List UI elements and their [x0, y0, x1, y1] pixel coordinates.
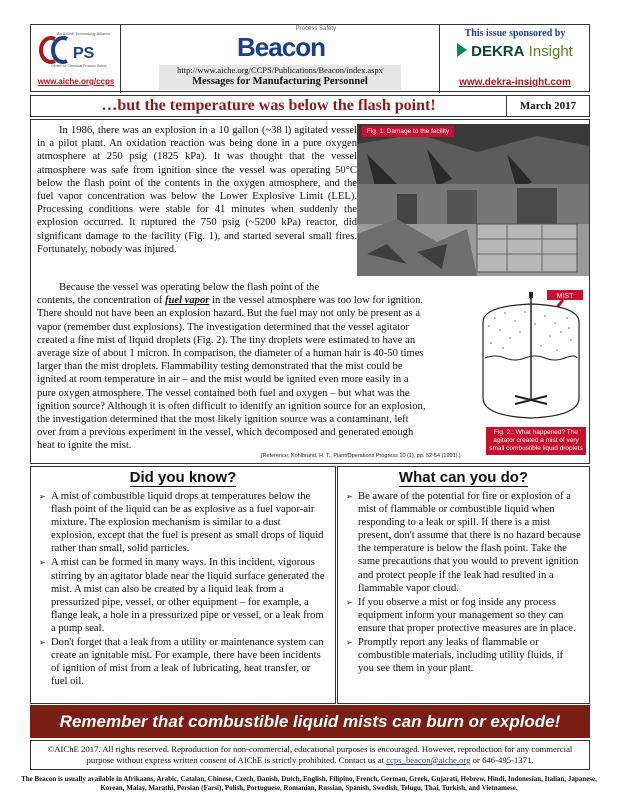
reference: [Reference: Kohlbrand, H. T., Plant/Operations Progress 10 (1), pp. 52-54 (1991).] [261, 453, 461, 459]
p2-line: created a fine mist of liquid droplets (Fig. 2). The tiny droplets were estimated to have an [37, 334, 416, 346]
p2-line: heat to ignite the mist. [37, 440, 132, 452]
p2-line: larger than the mist droplets. Flammability testing demonstrated that the mist could be [37, 361, 403, 373]
ccps-block [31, 25, 121, 93]
p2-line: There should not have been an explosion hazard. But the fuel may not only be present as a [37, 308, 421, 320]
fuel-vapor-emphasis: fuel vapor [164, 295, 210, 307]
languages-note: The Beacon is usually available in Afrikaans, Arabic, Catalan, Chinese, Czech, Danish, Dutch, English, Filipino, French, German, Greek, Gujarati, Hebrew, Hindi, Indonesian, Italian, Japanese, Korean, Malay, Marathi, Persian (Farsi), Polish, Portuguese, Romanian, Russian, Spanish, Swedish, Telugu, Thai, Turkish, and Vietnamese. [21, 775, 597, 792]
story-paragraph-1: In 1986, there was an explosion in a 10 gallon (~38 l) agitated vessel in a pilot plant. An oxidation reaction was being done in a pure oxygen atmosphere at 250 psig (1825 kPa). It was thought that the vessel atmosphere was safe from ignition since the vessel was operating 50°C below the flash point of the contents in the oxygen atmosphere, and the fuel vapor concentration was below the Lower Explosive Limit (LEL). Processing conditions were stable for 41 minutes when suddenly the explosion occurred. It ruptured the 750 psig (~5200 kPa) reactor, did significant damage to the facility (Fig. 1), and started several small fires. Fortunately, nobody was injured. [37, 125, 357, 255]
p2-line: vapor (remember dust explosions). The investigation determined that the vessel agitator [37, 321, 409, 333]
mist-label: MIST [556, 293, 574, 300]
ccps-logo-icon [37, 29, 115, 69]
list-item: ➢ A mist can be formed in many ways. In this incident, vigorous stirring by an agitator blade near the liquid surface generated the mist. A mist can also be created by a liquid leak from a pressurized pipe, vessel, or other equipment – for example, a flange leak, a hole in a pressurized pipe or vessel, or a leak from a pump seal. [39, 557, 325, 634]
copyright-notice: ©AIChE 2017. All rights reserved. Reproduction for non-commercial, educational purposes is encouraged. However, reproduction for any commercial purpose without express written consent of AIChE is strictly prohibited. Contact us at ccps_beacon@aiche.org or 646-495-1371. [30, 740, 590, 770]
header [30, 24, 590, 92]
damage-photo [357, 124, 589, 276]
beacon-url-link[interactable]: http://www.aiche.org/CCPS/Publications/Beacon/index.aspx [159, 65, 401, 76]
ccps-tagline: An AIChE Technology Alliance [57, 31, 111, 36]
list-item: ➢ Don't forget that a leak from a utility or maintenance system can create an ignitable mist. For example, there have been incidents of ignition of mist from a leak of lubricating, heat transfer, or fuel oil. [39, 637, 324, 688]
what-can-you-do-title: What can you do? [398, 469, 529, 486]
arrow-bullet-icon: ➢ [39, 492, 46, 501]
fig2-caption: Fig. 2.: What happened? The agitator created a mist of very small combustible liquid droplets [486, 427, 586, 455]
list-item: ➢ Be aware of the potential for fire or explosion of a mist of flammable or combustible liquid when responding to a leak or spill. If there is a mist present, don't assume that there is no hazard because the temperature is below the flash point. Take the same precautions that you would to prevent ignition and protect people if the leak had resulted in a flammable vapor cloud. [346, 491, 581, 594]
main-story [30, 119, 590, 464]
did-you-know-title: Did you know? [129, 469, 237, 486]
dekra-arrow-icon [457, 43, 467, 57]
ccps-subtitle: Center for Chemical Process Safety [51, 64, 107, 68]
arrow-bullet-icon: ➢ [346, 597, 353, 607]
p2-line: Because the vessel was operating below the flash point of the [59, 282, 320, 293]
beacon-wordmark: Beacon [237, 32, 325, 62]
beacon-logo [226, 26, 336, 62]
p2-line-start: contents, the concentration of [37, 295, 165, 307]
beacon-block [121, 25, 439, 93]
p2-line: pure oxygen atmosphere. The vessel contained both fuel and oxygen – but what was the [37, 387, 410, 399]
issue-date: March 2017 [519, 100, 577, 112]
vessel-mist-diagram [475, 288, 587, 428]
title-bar [30, 95, 590, 117]
sponsor-block [439, 25, 589, 93]
svg-text:PS: PS [73, 45, 95, 62]
beacon-message: Messages for Manufacturing Personnel [159, 76, 401, 90]
arrow-bullet-icon: ➢ [39, 558, 46, 568]
list-item: ➢ If you observe a mist or fog inside any process equipment inform your management so they can ensure that proper protective measures are in place. [346, 596, 576, 634]
list-item: ➢ Promptly report any leaks of flammable or combustible materials, including utility fluids, if you see them in your plant. [346, 637, 564, 675]
p2-line-end: in the vessel atmosphere was too low for ignition. [209, 295, 424, 307]
did-you-know-box [30, 466, 336, 704]
list-item: ➢ A mist of combustible liquid drops at temperatures below the flash point of the liquid can be as explosive as a fuel vapor-air mixture. The explosion mechanism is similar to a dust explosion, except that the fuel is present as small drops of liquid rather than small, solid particles. [39, 491, 324, 555]
sponsor-link[interactable]: www.dekra-insight.com [459, 77, 571, 88]
p2-line: ignited at room temperature in air – and the mist would be ignited even more easily in a [37, 374, 409, 386]
p2-line: ignition source? Although it is often difficult to identify an ignition source for an explosion, [37, 400, 426, 412]
aiche-link[interactable]: www.aiche.org/ccps [37, 77, 115, 86]
contact-email-link[interactable]: ccps_beacon@aiche.org [386, 755, 471, 765]
dekra-insight: Insight [524, 43, 573, 60]
key-message-banner: Remember that combustible liquid mists can burn or explode! [30, 705, 590, 738]
dekra-name: DEKRA [471, 43, 525, 60]
arrow-bullet-icon: ➢ [346, 638, 353, 648]
p2-line: over from a previous experiment in the vessel, which decomposed and generated enough [37, 427, 414, 439]
sponsor-label: This issue sponsored by [464, 28, 566, 39]
fig1-caption: Fig. 1: Damage to the facility [362, 126, 454, 137]
p2-line: average size of about 1 micron. In comparison, the diameter of a human hair is 40-50 times [37, 347, 424, 359]
beacon-super: Process Safety [295, 26, 336, 32]
arrow-bullet-icon: ➢ [39, 638, 46, 648]
dekra-logo [440, 43, 590, 60]
p2-line: the investigation determined that the most likely ignition source was a contaminant, left [37, 413, 409, 425]
what-can-you-do-box [337, 466, 590, 704]
page-title: …but the temperature was below the flash point! [31, 96, 507, 116]
arrow-bullet-icon: ➢ [346, 492, 353, 501]
